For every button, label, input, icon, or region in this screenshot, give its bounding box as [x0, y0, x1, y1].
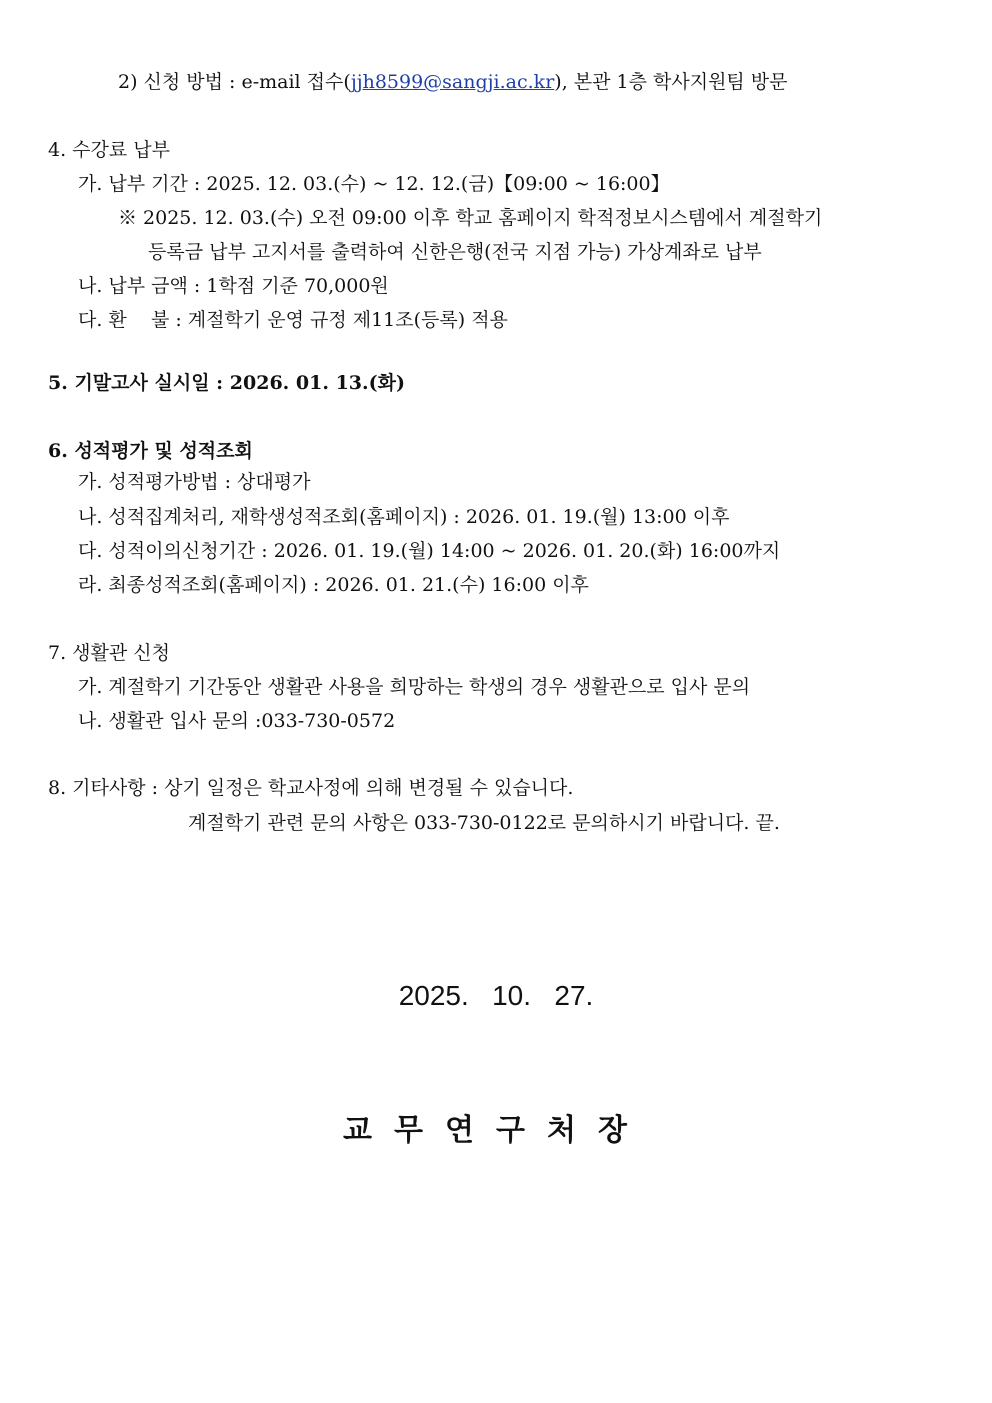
payment-note-line-1	[118, 206, 822, 230]
application-method-suffix: ), 본관 1층 학사지원팀 방문	[554, 71, 788, 93]
refund-policy: 다. 환 불 : 계절학기 운영 규정 제11조(등록) 적용	[78, 309, 508, 331]
section-7-heading: 7. 생활관 신청	[48, 642, 170, 664]
payment-note-text: ※ 2025. 12. 03.(수) 오전 09:00 이후 학교 홈페이지 학적정보시스템에서 계절학기	[118, 207, 823, 229]
section-6-heading: 6. 성적평가 및 성적조회	[48, 440, 253, 462]
signature-title: 교무연구처장	[343, 1113, 649, 1148]
application-method-prefix: 2) 신청 방법 : e-mail 접수(	[118, 71, 351, 93]
inquiry-contact: 계절학기 관련 문의 사항은 033-730-0122로 문의하시기 바랍니다. 끝.	[188, 812, 780, 834]
grading-method: 가. 성적평가방법 : 상대평가	[78, 471, 311, 493]
document-date: 2025. 10. 27.	[398, 980, 594, 1011]
section-5-final-exam: 5. 기말고사 실시일 : 2026. 01. 13.(화)	[48, 372, 405, 394]
section-4-heading: 4. 수강료 납부	[48, 139, 170, 161]
dormitory-info: 가. 계절학기 기간동안 생활관 사용을 희망하는 학생의 경우 생활관으로 입사 문의	[78, 676, 751, 698]
dormitory-contact: 나. 생활관 입사 문의 :033-730-0572	[78, 710, 396, 732]
payment-amount: 나. 납부 금액 : 1학점 기준 70,000원	[78, 275, 389, 297]
application-method-line	[118, 70, 788, 94]
final-grade-inquiry: 라. 최종성적조회(홈페이지) : 2026. 01. 21.(수) 16:00 이후	[78, 574, 589, 596]
grade-appeal-period: 다. 성적이의신청기간 : 2026. 01. 19.(월) 14:00 ~ 2026. 01. 20.(화) 16:00까지	[78, 540, 781, 562]
payment-note-line-2: 등록금 납부 고지서를 출력하여 신한은행(전국 지점 가능) 가상계좌로 납부	[148, 241, 762, 263]
section-8-notes: 8. 기타사항 : 상기 일정은 학교사정에 의해 변경될 수 있습니다.	[48, 777, 574, 799]
grade-processing: 나. 성적집계처리, 재학생성적조회(홈페이지) : 2026. 01. 19.(월) 13:00 이후	[78, 506, 730, 528]
payment-period: 가. 납부 기간 : 2025. 12. 03.(수) ~ 12. 12.(금)【09:00 ~ 16:00】	[78, 173, 670, 195]
email-link[interactable]: jjh8599@sangji.ac.kr	[350, 71, 555, 93]
